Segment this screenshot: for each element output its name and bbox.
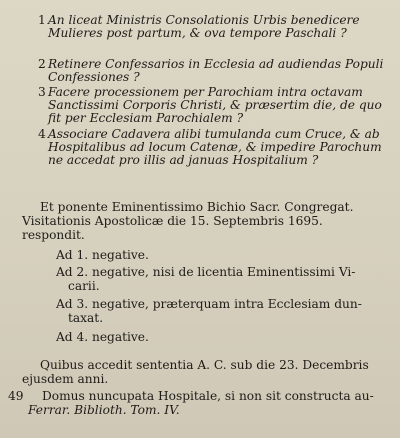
answer-line: Ad 3. negative, præterquam intra Ecclesiam dun- (56, 297, 362, 311)
question-2 (38, 57, 392, 84)
answer-line: Ad 2. negative, nisi de licentia Eminentissimi Vi- (56, 265, 356, 279)
answer-3 (56, 297, 392, 325)
footnote-reference: Ferrar. Biblioth. Tom. IV. (28, 403, 180, 417)
answer-2 (56, 265, 392, 293)
answer-line: Ad 1. negative. (56, 248, 149, 262)
question-text: An liceat Ministris Consolationis Urbis benedicere Mulieres post partum, & ova tempore Paschali ? (48, 13, 360, 40)
answer-continuation: taxat. (68, 311, 104, 325)
question-number: 4 (38, 127, 46, 141)
question-number: 3 (38, 85, 46, 99)
footnote-text: Domus nuncupata Hospitale, si non sit constructa au- (42, 389, 374, 403)
answer-4 (56, 330, 392, 344)
question-text: Retinere Confessarios in Ecclesia ad audiendas Populi Confessiones ? (48, 57, 384, 84)
question-number: 1 (38, 13, 46, 27)
question-text: Facere processionem per Parochiam intra octavam Sanctissimi Corporis Christi, & præsertim die, de quo fit per Ecclesiam Parochialem ? (48, 85, 382, 125)
question-3 (38, 85, 392, 125)
closing-sentence: Quibus accedit sententia A. C. sub die 23. Decembris ejusdem anni. (22, 358, 369, 386)
question-text: Associare Cadavera alibi tumulanda cum Cruce, & ab Hospitalibus ad locum Catenæ, & impedire Parochum ne accedat pro illis ad januas Hospitalium ? (48, 127, 382, 167)
answer-continuation: carii. (68, 279, 100, 293)
response-intro: Et ponente Eminentissimo Bichio Sacr. Congregat. Visitationis Apostolicæ die 15. Septembris 1695. respondit. (22, 200, 354, 242)
question-4 (38, 127, 392, 167)
question-number: 2 (38, 57, 46, 71)
answer-1 (56, 248, 392, 262)
footnote (28, 389, 392, 417)
footnote-number: 49 (8, 389, 24, 403)
answer-line: Ad 4. negative. (56, 330, 149, 344)
question-1 (38, 13, 392, 40)
